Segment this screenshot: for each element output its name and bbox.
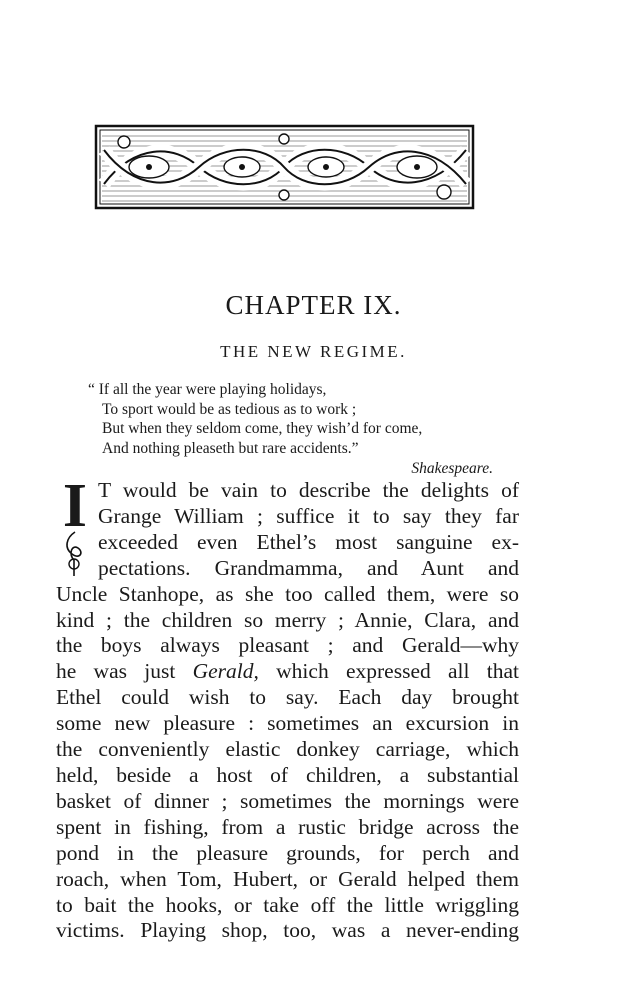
body-line: roach, when Tom, Hubert, or Gerald helped them — [56, 866, 519, 891]
body-line: pond in the pleasure grounds, for perch and — [56, 840, 519, 865]
body-line: the conveniently elastic donkey carriage, which — [56, 737, 519, 762]
body-line: some new pleasure : sometimes an excursion in — [56, 711, 519, 736]
body-line-prefix: he was just — [56, 659, 176, 684]
body-line: basket of dinner ; sometimes the mornings were — [56, 788, 519, 813]
body-line: held, beside a host of children, a substantial — [56, 762, 519, 787]
epigraph-attribution: Shakespeare. — [411, 460, 493, 477]
body-line: Uncle Stanhope, as she too called them, were so — [56, 581, 519, 606]
epigraph-line: And nothing pleaseth but rare accidents.” — [102, 439, 359, 457]
body-line: victims. Playing shop, too, was a never-ending — [56, 918, 519, 943]
body-text — [56, 472, 519, 944]
body-line: pectations. Grandmamma, and Aunt and — [98, 555, 519, 580]
epigraph-line: “ If all the year were playing holidays, — [88, 381, 327, 398]
body-line-suffix: which expressed all that — [276, 659, 519, 684]
chapter-subtitle: THE NEW REGIME. — [220, 342, 407, 361]
chapter-title: CHAPTER IX. — [225, 290, 402, 320]
body-line: kind ; the children so merry ; Annie, Clara, and — [56, 607, 519, 632]
vine-ornament-icon — [94, 124, 475, 210]
body-line: exceeded even Ethel’s most sanguine ex- — [98, 529, 519, 554]
body-line: Ethel could wish to say. Each day brought — [56, 685, 519, 710]
body-line-mixed — [56, 659, 519, 685]
body-line: Grange William ; suffice it to say they far — [98, 503, 519, 528]
epigraph-line: To sport would be as tedious as to work ; — [102, 400, 357, 418]
body-line: the boys always pleasant ; and Gerald—why — [56, 633, 519, 658]
epigraph — [88, 380, 493, 479]
drop-cap-letter: I — [62, 472, 88, 540]
body-line: T would be vain to describe the delights of — [98, 478, 519, 502]
chapter-headpiece-ornament — [94, 124, 475, 210]
body-line: to bait the hooks, or take off the little wriggling — [56, 892, 519, 917]
epigraph-line: But when they seldom come, they wish’d for come, — [102, 420, 423, 437]
body-line: spent in fishing, from a rustic bridge across the — [56, 814, 519, 839]
italic-name: Gerald, — [192, 659, 259, 684]
